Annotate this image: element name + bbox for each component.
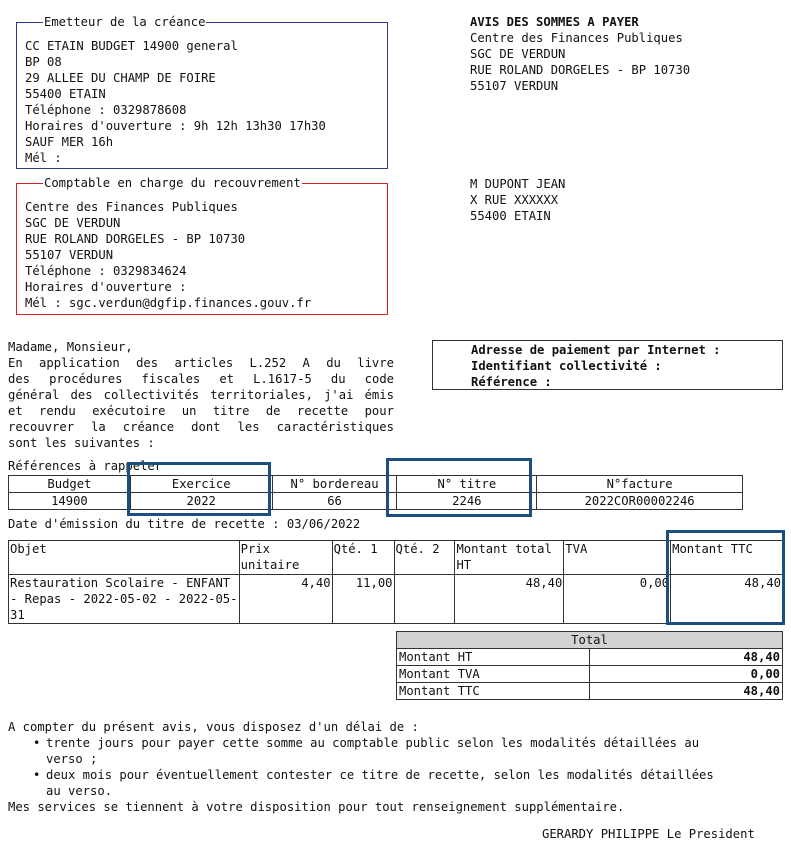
intro-last-line: sont les suivantes : (8, 436, 155, 450)
ref-header: N°facture (537, 476, 743, 493)
item-qte2 (394, 575, 455, 624)
highlight-exercice (127, 462, 271, 516)
recipient-line: 55400 ETAIN (470, 209, 551, 223)
items-header: Qté. 2 (394, 541, 455, 575)
total-value: 48,40 (589, 649, 782, 666)
notice-title: AVIS DES SOMMES A PAYER (470, 15, 639, 29)
item-prix: 4,40 (239, 575, 332, 624)
emitter-line: BP 08 (25, 55, 62, 69)
table-row (397, 666, 783, 683)
list-item: • deux mois pour éventuellement contester ce titre de recette, selon les modalités détaillées au verso. (8, 767, 783, 799)
footer-intro: A compter du présent avis, vous disposez d'un délai de : (8, 720, 419, 734)
ref-bordereau: 66 (272, 493, 397, 510)
intro-line: En application des articles L.252 A du livre (8, 356, 394, 370)
footer (8, 719, 783, 815)
items-header: Montant TTC (671, 541, 783, 575)
references-table (8, 475, 743, 510)
totals-header-row (397, 632, 783, 649)
emitter-line: 55400 ETAIN (25, 87, 106, 101)
highlight-titre (386, 458, 532, 517)
item-qte1: 11,00 (332, 575, 394, 624)
total-label: Montant HT (397, 649, 590, 666)
signature: GERARDY PHILIPPE Le President (542, 827, 755, 841)
total-value: 0,00 (589, 666, 782, 683)
accountant-legend: Comptable en charge du recouvrement (44, 176, 301, 190)
ref-header: Budget (9, 476, 131, 493)
total-label: Montant TVA (397, 666, 590, 683)
recipient-line: M DUPONT JEAN (470, 177, 566, 191)
items-header: Montant total HT (455, 541, 564, 575)
emitter-line: SAUF MER 16h (25, 135, 114, 149)
ref-budget: 14900 (9, 493, 131, 510)
total-value: 48,40 (589, 683, 782, 700)
totals-title: Total (397, 632, 783, 649)
item-ht: 48,40 (455, 575, 564, 624)
notice-line: Centre des Finances Publiques (470, 31, 683, 45)
notice-line: 55107 VERDUN (470, 79, 559, 93)
intro-line: des procédures fiscales et L.1617-5 du code (8, 372, 394, 386)
item-tva: 0,00 (564, 575, 671, 624)
payment-box (432, 340, 783, 390)
payment-line: Adresse de paiement par Internet : (471, 343, 721, 357)
footer-bullets (8, 735, 783, 799)
accountant-line: Téléphone : 0329834624 (25, 264, 187, 278)
notice-header (470, 14, 690, 94)
accountant-line: SGC DE VERDUN (25, 216, 121, 230)
ref-titre: 2246 (397, 493, 537, 510)
recipient-line: X RUE XXXXXX (470, 193, 559, 207)
emitter-line: Mél : (25, 151, 62, 165)
items-header: Qté. 1 (332, 541, 394, 575)
accountant-line: 55107 VERDUN (25, 248, 114, 262)
ref-header: N° bordereau (272, 476, 397, 493)
notice-line: SGC DE VERDUN (470, 47, 566, 61)
accountant-line: Horaires d'ouverture : (25, 280, 187, 294)
items-header: TVA (564, 541, 671, 575)
emission-date: Date d'émission du titre de recette : 03/06/2022 (8, 517, 361, 531)
emitter-line: Téléphone : 0329878608 (25, 103, 187, 117)
emitter-lines (25, 38, 326, 166)
greeting: Madame, Monsieur, (8, 340, 133, 354)
accountant-lines (25, 199, 311, 311)
table-row (397, 649, 783, 666)
payment-line: Référence : (471, 375, 552, 389)
notice-line: RUE ROLAND DORGELES - BP 10730 (470, 63, 691, 77)
emitter-box (16, 15, 388, 169)
intro-line: recouvrer la créance dont les caractéristiques (8, 420, 394, 434)
intro-paragraph (8, 339, 394, 451)
ref-header: N° titre (397, 476, 537, 493)
references-label: Références à rappeler (8, 459, 163, 473)
recipient-address (470, 176, 565, 224)
intro-line: général des collectivités territoriales, j'ai émis (8, 388, 394, 402)
items-header: Prix unitaire (239, 541, 332, 575)
accountant-line: Mél : sgc.verdun@dgfip.finances.gouv.fr (25, 296, 312, 310)
ref-exercice: 2022 (130, 493, 272, 510)
emitter-line: 29 ALLEE DU CHAMP DE FOIRE (25, 71, 216, 85)
ref-facture: 2022COR00002246 (537, 493, 743, 510)
emitter-line: Horaires d'ouverture : 9h 12h 13h30 17h30 (25, 119, 326, 133)
table-row (397, 683, 783, 700)
emitter-line: CC ETAIN BUDGET 14900 general (25, 39, 238, 53)
item-objet: Restauration Scolaire - ENFANT - Repas - 2022-05-02 - 2022-05-31 (10, 576, 238, 622)
ref-header: Exercice (130, 476, 272, 493)
payment-line: Identifiant collectivité : (471, 359, 662, 373)
total-label: Montant TTC (397, 683, 590, 700)
accountant-line: Centre des Finances Publiques (25, 200, 238, 214)
highlight-montant-ttc (666, 530, 785, 625)
accountant-line: RUE ROLAND DORGELES - BP 10730 (25, 232, 246, 246)
intro-line: et rendu exécutoire un titre de recette pour (8, 404, 394, 418)
totals-table (396, 631, 783, 700)
emitter-legend: Emetteur de la créance (44, 15, 206, 29)
accountant-box (16, 176, 388, 315)
list-item: • trente jours pour payer cette somme au comptable public selon les modalités détaillées au verso ; (8, 735, 783, 767)
items-header: Objet (9, 541, 240, 575)
footer-closing: Mes services se tiennent à votre disposition pour tout renseignement supplémentaire. (8, 800, 625, 814)
item-ttc: 48,40 (671, 575, 783, 624)
references-value-row (9, 493, 743, 510)
references-header-row (9, 476, 743, 493)
